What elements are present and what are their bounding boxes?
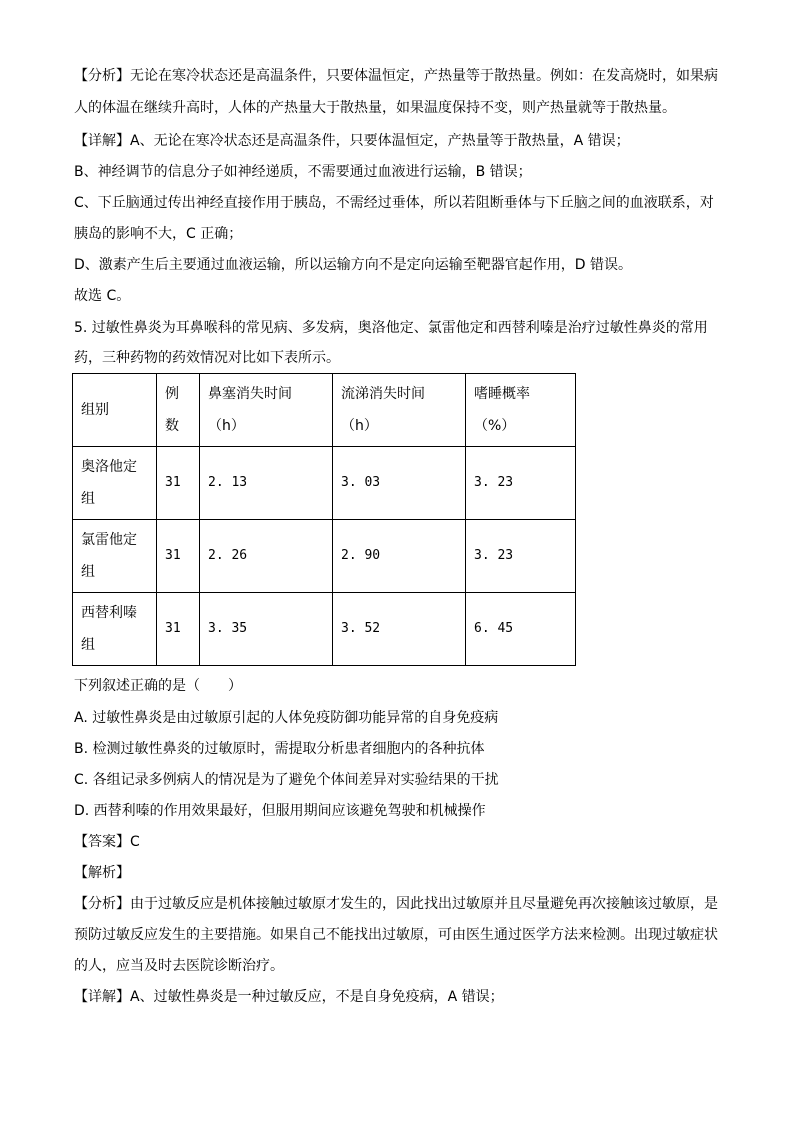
text-line: 故选 C。 (74, 288, 131, 304)
group-cell (73, 520, 157, 593)
text-line: D、激素产生后主要通过血液运输，所以运输方向不是定向运输至靶器官起作用，D 错误。 (74, 257, 633, 273)
cell-text: 奥洛他定 (81, 459, 137, 475)
sleep-cell: 3. 23 (466, 520, 576, 593)
group-cell (73, 447, 157, 520)
cell-text: 组 (81, 564, 95, 580)
header-text: 流涕消失时间 (341, 386, 425, 402)
analysis-tag: 【解析】 (74, 865, 130, 881)
header-text: 例 (165, 386, 179, 402)
question-stem: 药，三种药物的药效情况对比如下表所示。 (74, 350, 340, 366)
cell-text: 组 (81, 491, 95, 507)
cell-text: 西替利嗪 (81, 605, 137, 621)
runny-cell: 2. 90 (333, 520, 466, 593)
table-header-cell (73, 374, 157, 447)
option-b: B. 检测过敏性鼻炎的过敏原时，需提取分析患者细胞内的各种抗体 (74, 741, 485, 757)
detail-line: 【详解】A、过敏性鼻炎是一种过敏反应，不是自身免疫病，A 错误； (74, 989, 504, 1005)
header-text: 组别 (81, 402, 109, 418)
question-stem: 5. 过敏性鼻炎为耳鼻喉科的常见病、多发病，奥洛他定、氯雷他定和西替利嗪是治疗过敏性鼻炎的常用 (74, 320, 708, 336)
header-text: （%） (474, 418, 516, 434)
option-d: D. 西替利嗪的作用效果最好，但服用期间应该避免驾驶和机械操作 (74, 803, 486, 819)
text-line: 胰岛的影响不大，C 正确； (74, 226, 243, 242)
text-line: 的人，应当及时去医院诊断治疗。 (74, 958, 284, 974)
header-text: 数 (165, 418, 179, 434)
runny-cell: 3. 52 (333, 593, 466, 666)
answer-line: 【答案】C (74, 834, 140, 850)
table-header-row (73, 374, 576, 447)
table-header-cell (466, 374, 576, 447)
text-line: 【分析】由于过敏反应是机体接触过敏原才发生的，因此找出过敏原并且尽量避免再次接触该过敏原，是 (74, 896, 718, 912)
count-cell: 31 (157, 520, 200, 593)
option-a: A. 过敏性鼻炎是由过敏原引起的人体免疫防御功能异常的自身免疫病 (74, 710, 499, 726)
header-text: 鼻塞消失时间 (208, 386, 292, 402)
table-row (73, 593, 576, 666)
option-c: C. 各组记录多例病人的情况是为了避免个体间差异对实验结果的干扰 (74, 772, 499, 788)
text-line: 【分析】无论在寒冷状态还是高温条件，只要体温恒定，产热量等于散热量。例如：在发高烧时，如果病 (74, 68, 718, 84)
header-text: （h） (208, 418, 245, 434)
runny-cell: 3. 03 (333, 447, 466, 520)
count-cell: 31 (157, 593, 200, 666)
header-text: （h） (341, 418, 378, 434)
nose-cell: 2. 26 (200, 520, 333, 593)
header-text: 嗜睡概率 (474, 386, 530, 402)
text-line: C、下丘脑通过传出神经直接作用于胰岛，不需经过垂体，所以若阻断垂体与下丘脑之间的血液联系，对 (74, 195, 714, 211)
nose-cell: 2. 13 (200, 447, 333, 520)
text-line: 预防过敏反应发生的主要措施。如果自己不能找出过敏原，可由医生通过医学方法来检测。出现过敏症状 (74, 927, 718, 943)
text-line: 【详解】A、无论在寒冷状态还是高温条件，只要体温恒定，产热量等于散热量，A 错误； (74, 133, 630, 149)
table-row (73, 447, 576, 520)
sleep-cell: 3. 23 (466, 447, 576, 520)
table-row (73, 520, 576, 593)
text-line: B、神经调节的信息分子如神经递质，不需要通过血液进行运输，B 错误； (74, 164, 532, 180)
sleep-cell: 6. 45 (466, 593, 576, 666)
cell-text: 组 (81, 637, 95, 653)
table-header-cell (200, 374, 333, 447)
cell-text: 氯雷他定 (81, 532, 137, 548)
question-prompt: 下列叙述正确的是（ ） (74, 678, 242, 694)
group-cell (73, 593, 157, 666)
text-line: 人的体温在继续升高时，人体的产热量大于散热量，如果温度保持不变，则产热量就等于散热量。 (74, 100, 676, 116)
table-header-cell (333, 374, 466, 447)
drug-efficacy-table (72, 373, 576, 666)
nose-cell: 3. 35 (200, 593, 333, 666)
table-header-cell (157, 374, 200, 447)
count-cell: 31 (157, 447, 200, 520)
